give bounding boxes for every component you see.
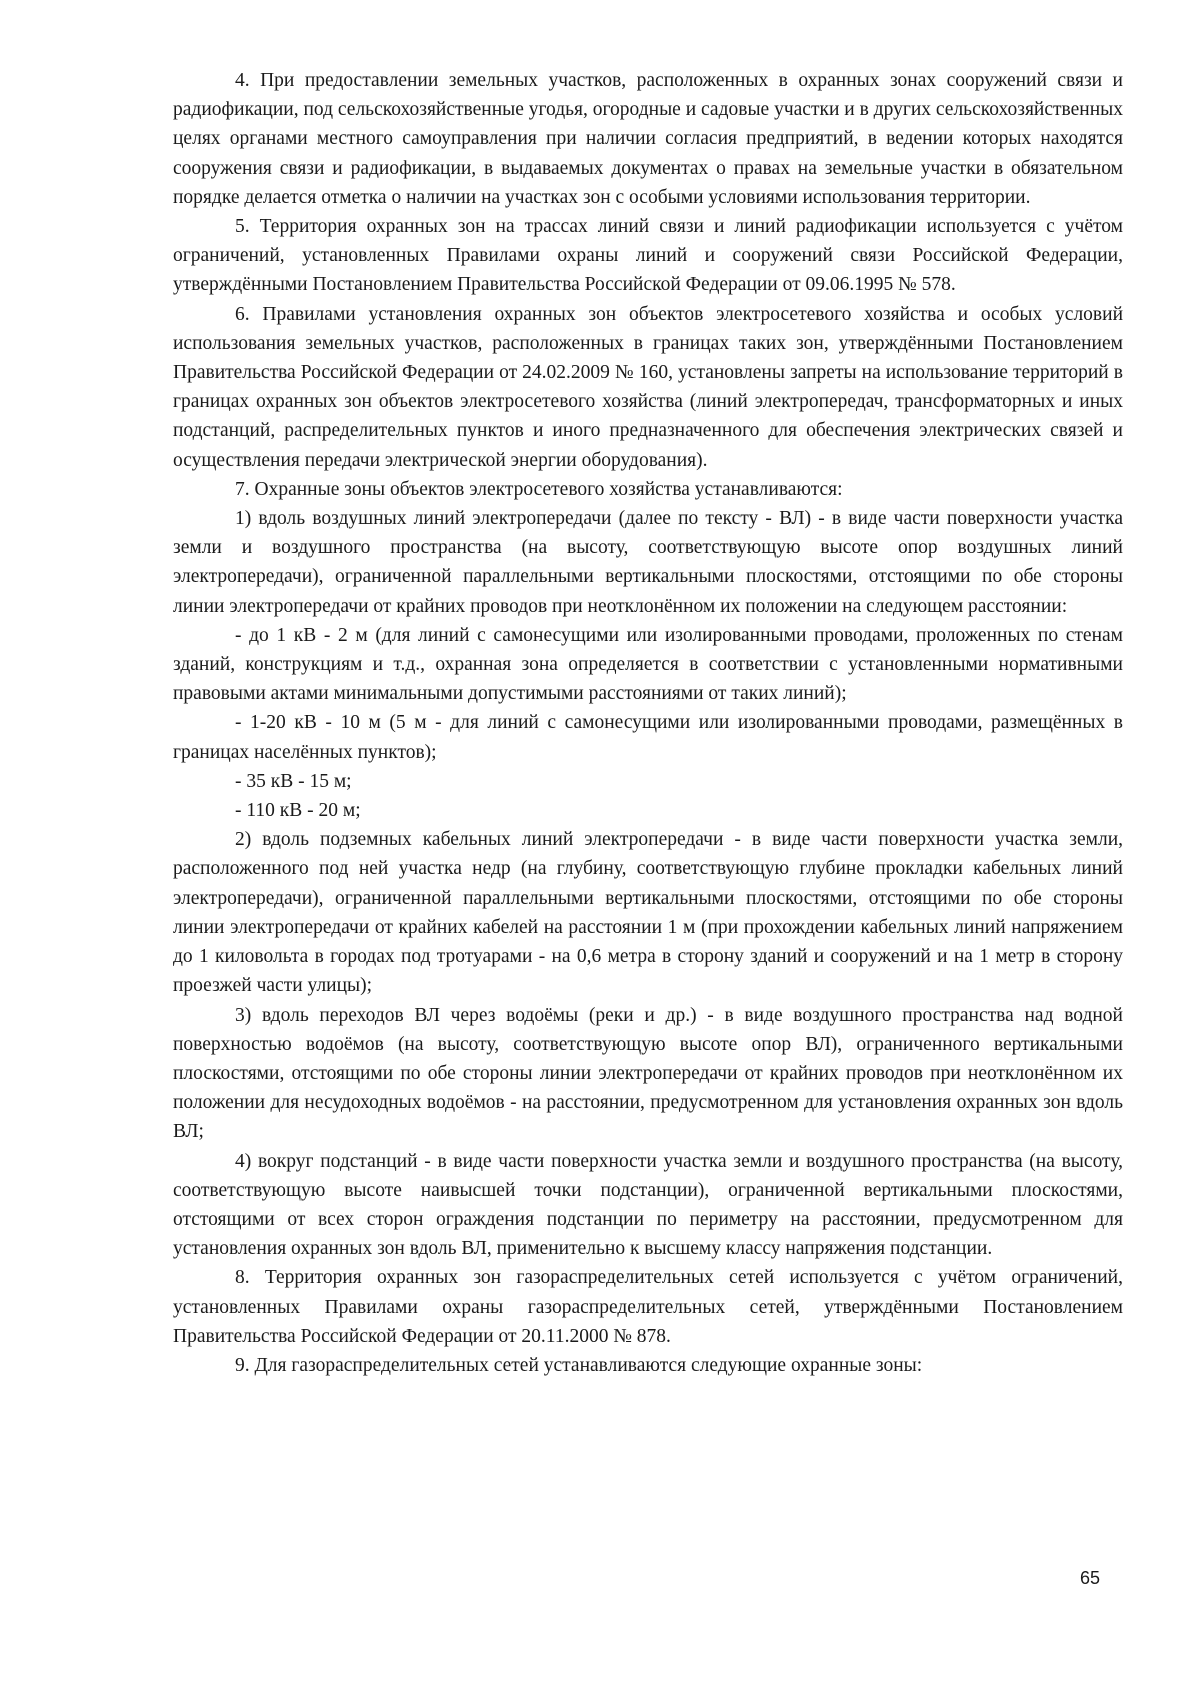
- page-number: 65: [1080, 1568, 1101, 1588]
- list-item-1-20kv: - 1-20 кВ - 10 м (5 м - для линий с самонесущими или изолированными проводами, размещённых в границах населённых пунктов);: [173, 712, 1123, 763]
- paragraph-8-gas-networks: 8. Территория охранных зон газораспределительных сетей используется с учётом ограничений, установленных Правилами охраны газораспределительных сетей, утверждёнными Постановлением Правительства Российской Федерации от 20.11.2000 № 878.: [173, 1267, 1123, 1347]
- paragraph-4-land-plots: 4. При предоставлении земельных участков, расположенных в охранных зонах сооружений связи и радиофикации, под сельскохозяйственные угодья, огородные и садовые участки и в других сельскохозяйственных целях органами местного самоуправления при наличии согласия предприятий, в ведении которых находятся сооружения связи и радиофикации, в выдаваемых документах о правах на земельные участки в обязательном порядке делается отметка о наличии на участках зон с особыми условиями использования территории.: [173, 70, 1123, 208]
- list-item-up-to-1kv: - до 1 кВ - 2 м (для линий с самонесущими или изолированными проводами, проложенных по стенам зданий, конструкциям и т.д., охранная зона определяется в соответствии с установленными нормативными правовыми актами минимальными допустимыми расстояниями от таких линий);: [173, 624, 1123, 705]
- list-item-underground-cables: 2) вдоль подземных кабельных линий электропередачи - в виде части поверхности участка земли, расположенного под ней участка недр (на глубину, соответствующую глубине прокладки кабельных линий электропередачи), ограниченной параллельными вертикальными плоскостями, отстоящими по обе стороны линии электропередачи от крайних кабелей на расстоянии 1 м (при прохождении кабельных линий напряжением до 1 киловольта в городах под тротуарами - на 0,6 метра в сторону зданий и сооружений и на 1 метр в сторону проезжей части улицы);: [173, 829, 1123, 997]
- paragraph-6-electric-grid-rules: 6. Правилами установления охранных зон объектов электросетевого хозяйства и особых условий использования земельных участков, расположенных в границах таких зон, утверждёнными Постановлением Правительства Российской Федерации от 24.02.2009 № 160, установлены запреты на использование территорий в границах охранных зон объектов электросетевого хозяйства (линий электропередач, трансформаторных и иных подстанций, распределительных пунктов и иного предназначенного для обеспечения электрических связей и осуществления передачи электрической энергии оборудования).: [173, 303, 1123, 471]
- list-item-35kv: - 35 кВ - 15 м;: [235, 770, 352, 792]
- paragraph-7-electric-zones: 7. Охранные зоны объектов электросетевого хозяйства устанавливаются:: [235, 478, 843, 500]
- list-item-substations: 4) вокруг подстанций - в виде части поверхности участка земли и воздушного пространства (на высоту, соответствующую высоте наивысшей точки подстанции), ограниченной вертикальными плоскостями, отстоящими от всех сторон ограждения подстанции по периметру на расстоянии, предусмотренном для установления охранных зон вдоль ВЛ, применительно к высшему классу напряжения подстанции.: [173, 1150, 1123, 1260]
- paragraph-5-communication-lines: 5. Территория охранных зон на трассах линий связи и линий радиофикации используется с учётом ограничений, установленных Правилами охраны линий и сооружений связи Российской Федерации, утверждёнными Постановлением Правительства Российской Федерации от 09.06.1995 № 578.: [173, 216, 1123, 296]
- paragraph-9-gas-zones: 9. Для газораспределительных сетей устанавливаются следующие охранные зоны:: [235, 1354, 923, 1376]
- list-item-overhead-lines: 1) вдоль воздушных линий электропередачи (далее по тексту - ВЛ) - в виде части поверхности участка земли и воздушного пространства (на высоту, соответствующую высоте опор воздушных линий электропередачи), ограниченной параллельными вертикальными плоскостями, отстоящими по обе стороны линии электропередачи от крайних проводов при неотклонённом их положении на следующем расстоянии:: [173, 508, 1123, 617]
- document-page: [173, 66, 1123, 1380]
- list-item-water-crossings: 3) вдоль переходов ВЛ через водоёмы (реки и др.) - в виде воздушного пространства над водной поверхностью водоёмов (на высоту, соответствующую высоте опор ВЛ), ограниченного вертикальными плоскостями, отстоящими по обе стороны линии электропередачи от крайних проводов при неотклонённом их положении для несудоходных водоёмов - на расстоянии, предусмотренном для установления охранных зон вдоль ВЛ;: [173, 1004, 1123, 1143]
- list-item-110kv: - 110 кВ - 20 м;: [235, 800, 361, 822]
